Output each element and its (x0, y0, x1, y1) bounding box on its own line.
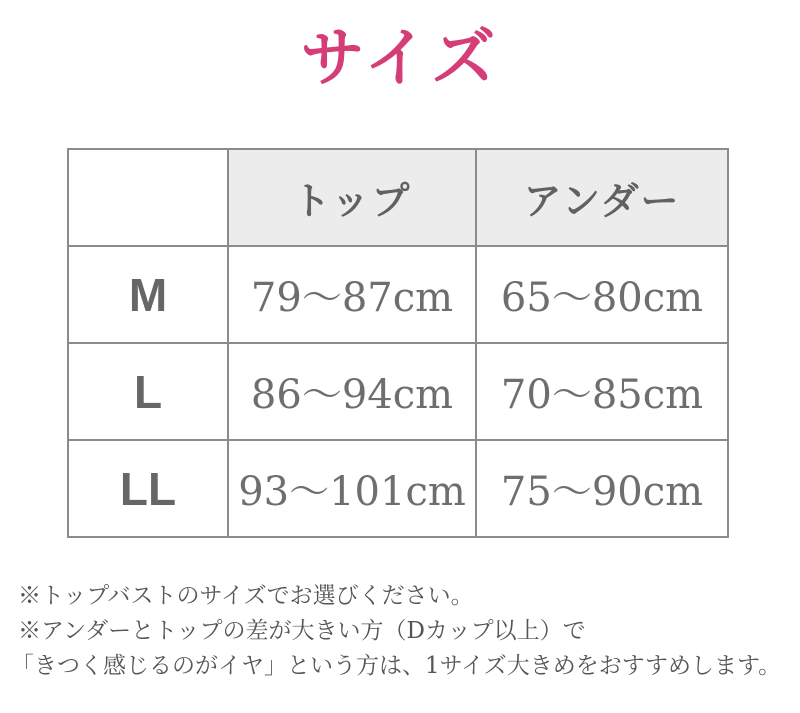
table-row (68, 440, 728, 537)
size-m-under-value: 65〜80cm (476, 246, 728, 343)
footnotes (11, 579, 782, 684)
header-empty-cell (68, 149, 228, 246)
size-l-top-value: 86〜94cm (228, 343, 476, 440)
size-m-top-value: 79〜87cm (228, 246, 476, 343)
table-row (68, 343, 728, 440)
table-row (68, 246, 728, 343)
footnote-line-3: 「きつく感じるのがイヤ」という方は、1サイズ大きめをおすすめします。 (11, 653, 782, 679)
size-label-m: M (68, 246, 228, 343)
size-ll-under-value: 75〜90cm (476, 440, 728, 537)
size-l-under-value: 70〜85cm (476, 343, 728, 440)
header-cell-top: トップ (228, 149, 476, 246)
size-ll-top-value: 93〜101cm (228, 440, 476, 537)
page-title: サイズ (300, 21, 500, 96)
footnote-line-1: ※トップバストのサイズでお選びください。 (18, 583, 474, 609)
size-table (67, 148, 729, 538)
size-label-l: L (68, 343, 228, 440)
table-header-row (68, 149, 728, 246)
header-cell-under: アンダー (476, 149, 728, 246)
size-label-ll: LL (68, 440, 228, 537)
footnote-line-2: ※アンダーとトップの差が大きい方（Dカップ以上）で (18, 618, 586, 644)
